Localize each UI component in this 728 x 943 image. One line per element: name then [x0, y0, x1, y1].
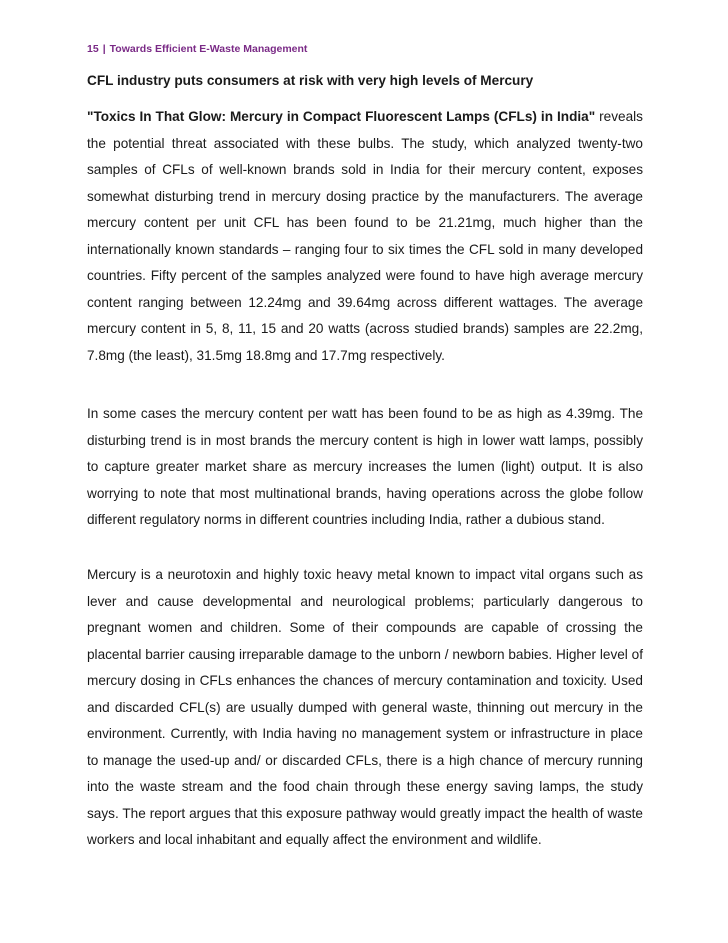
paragraph-1-text: reveals the potential threat associated with these bulbs. The study, which analyzed twenty-two samples of CFLs of well-known brands sold in India for their mercury content, exposes somewhat disturbing trend in mercury dosing practice by the manufacturers. The average mercury content per unit CFL has been found to be 21.21mg, much higher than the internationally known standards – ranging four to six times the CFL sold in many developed countries. Fifty percent of the samples analyzed were found to have high average mercury content ranging between 12.24mg and 39.64mg across different wattages. The average mercury content in 5, 8, 11, 15 and 20 watts (across studied brands) samples are 22.2mg, 7.8mg (the least), 31.5mg 18.8mg and 17.7mg respectively.	[87, 109, 643, 363]
report-title: "Toxics In That Glow: Mercury in Compact Fluorescent Lamps (CFLs) in India"	[87, 109, 596, 124]
paragraph-2: In some cases the mercury content per watt has been found to be as high as 4.39mg. The disturbing trend is in most brands the mercury content is high in lower watt lamps, possibly to capture greater market share as mercury increases the lumen (light) output. It is also worrying to note that most multinational brands, having operations across the globe follow different regulatory norms in different countries including India, rather a dubious stand.	[87, 406, 643, 527]
running-title: Towards Efficient E-Waste Management	[109, 43, 308, 55]
header-separator: |	[102, 43, 106, 55]
paragraph-3: Mercury is a neurotoxin and highly toxic heavy metal known to impact vital organs such as lever and cause developmental and neurological problems; particularly dangerous to pregnant women and children. Some of their compounds are capable of crossing the placental barrier causing irreparable damage to the unborn / newborn babies. Higher level of mercury dosing in CFLs enhances the chances of mercury contamination and toxicity. Used and discarded CFL(s) are usually dumped with general waste, thinning out mercury in the environment. Currently, with India having no management system or infrastructure in place to manage the used-up and/ or discarded CFLs, there is a high chance of mercury running into the waste stream and the food chain through these energy saving lamps, the study says. The report argues that this exposure pathway would greatly impact the health of waste workers and local inhabitant and equally affect the environment and wildlife.	[87, 567, 643, 847]
page-number: 15	[87, 43, 99, 55]
running-header	[87, 43, 307, 55]
paragraph-1	[87, 104, 643, 369]
section-heading: CFL industry puts consumers at risk with very high levels of Mercury	[87, 73, 534, 88]
